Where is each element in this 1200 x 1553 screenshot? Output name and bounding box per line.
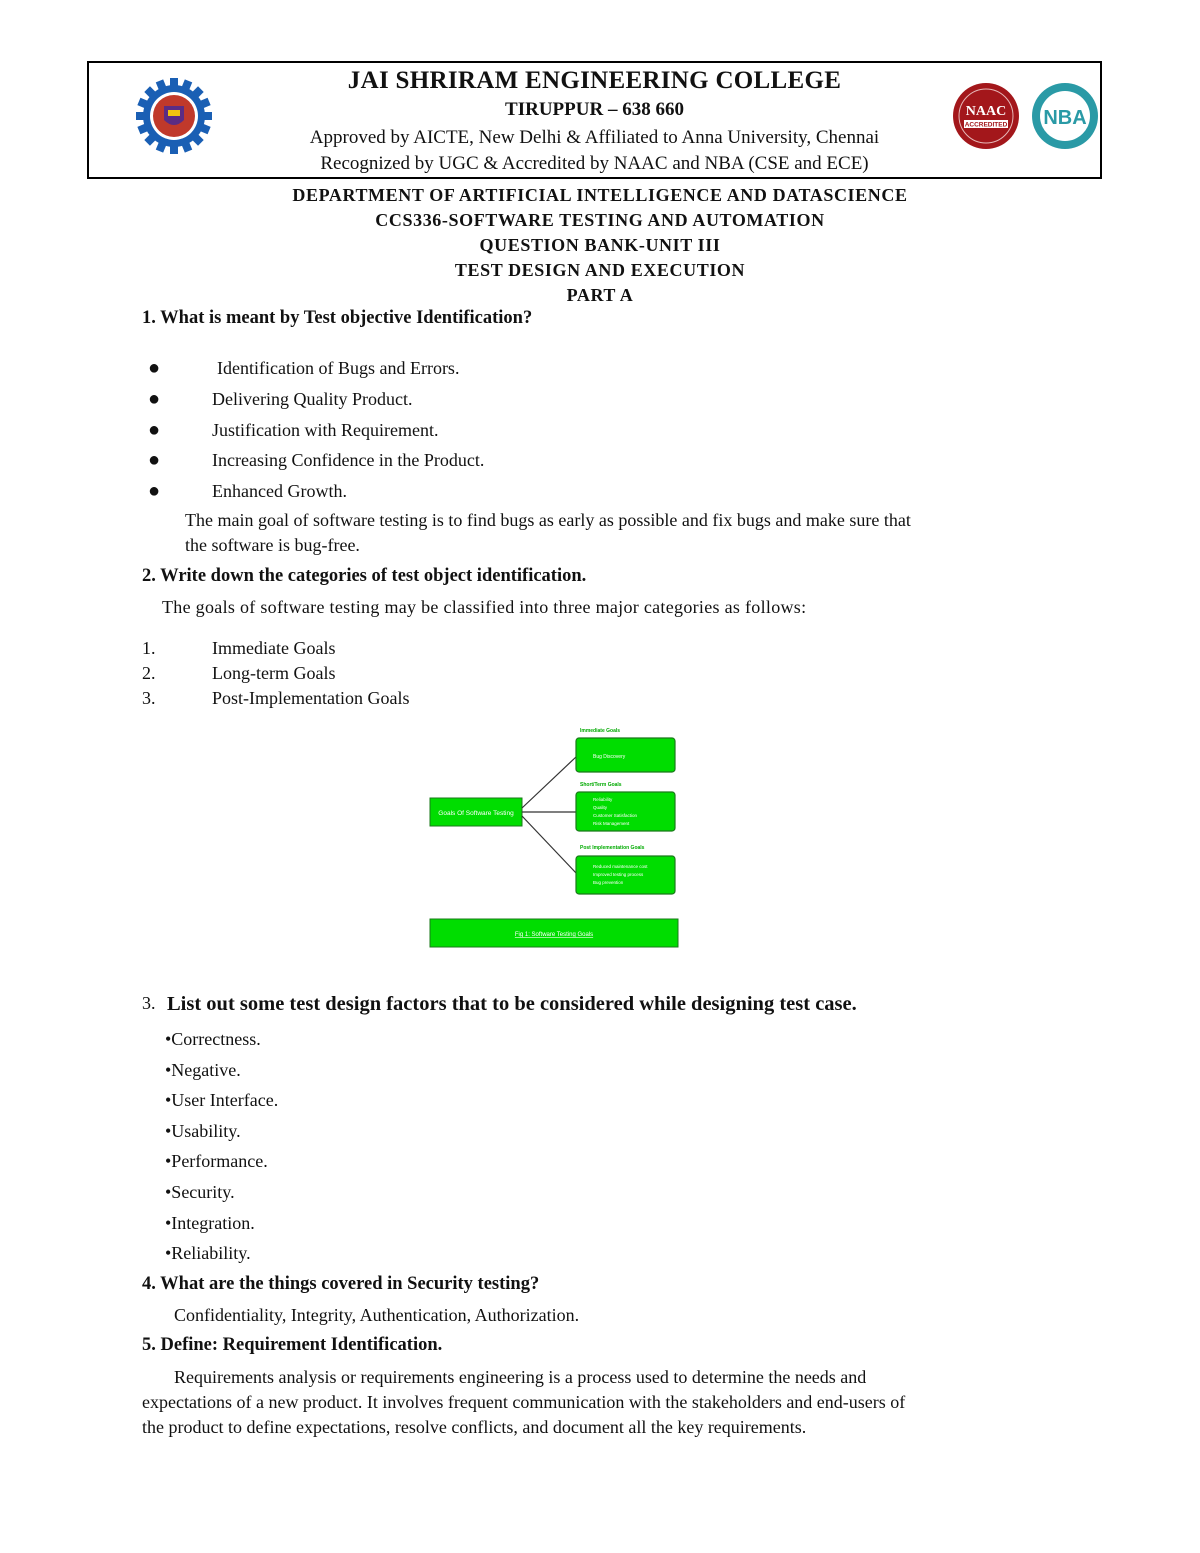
q3-factor-list <box>165 1027 278 1272</box>
question-1: 1. What is meant by Test objective Identification? <box>142 308 533 328</box>
bullet-icon: ● <box>148 387 161 410</box>
college-header <box>87 61 1102 179</box>
naac-sub-label: ACCREDITED <box>964 121 1008 129</box>
part-title: PART A <box>566 285 634 305</box>
list-item: •Reliability. <box>165 1243 251 1264</box>
bullet-icon: ● <box>148 480 161 503</box>
recognition-line: Recognized by UGC & Accredited by NAAC and NBA (CSE and ECE) <box>320 153 869 174</box>
naac-label: NAAC <box>965 104 1007 119</box>
list-item: •User Interface. <box>165 1090 279 1111</box>
connector <box>522 756 577 808</box>
q1-answer: The main goal of software testing is to find bugs as early as possible and fix bugs and make sure that the software is bug-free. <box>185 510 911 555</box>
branch-2-line: Risk Management <box>593 821 630 826</box>
question-bank-title: QUESTION BANK-UNIT III <box>479 235 721 255</box>
question-5: 5. Define: Requirement Identification. <box>142 1335 443 1355</box>
branch-2-line: Quality <box>593 805 608 810</box>
question-2: 2. Write down the categories of test object identification. <box>142 566 587 586</box>
list-item: •Usability. <box>165 1120 241 1141</box>
course-title: CCS336-SOFTWARE TESTING AND AUTOMATION <box>375 210 825 230</box>
root-node-label: Goals Of Software Testing <box>438 810 514 817</box>
branch-2-line: Customer Satisfaction <box>593 813 638 818</box>
department-title: DEPARTMENT OF ARTIFICIAL INTELLIGENCE AND DATASCIENCE <box>292 185 908 205</box>
branch-3-line: Reduced maintenance cost <box>593 864 648 869</box>
connector <box>522 816 577 874</box>
branch-1-node <box>576 738 675 772</box>
testing-goals-diagram <box>425 720 685 955</box>
document-titles <box>0 183 1200 308</box>
college-city: TIRUPPUR – 638 660 <box>505 99 684 120</box>
list-item: •Negative. <box>165 1059 241 1080</box>
branch-1-title: Immediate Goals <box>580 728 621 734</box>
nba-label: NBA <box>1043 107 1087 129</box>
branch-3-title: Post Implementation Goals <box>580 845 645 851</box>
q2-intro: The goals of software testing may be classified into three major categories as follows: <box>162 597 807 617</box>
bullet-icon: ● <box>148 418 161 441</box>
question-3: List out some test design factors that to be considered while designing test case. <box>167 993 857 1015</box>
branch-2-title: Short/Term Goals <box>580 782 622 788</box>
question-4: 4. What are the things covered in Security testing? <box>142 1274 540 1294</box>
approval-line: Approved by AICTE, New Delhi & Affiliated to Anna University, Chennai <box>309 127 880 148</box>
unit-title: TEST DESIGN AND EXECUTION <box>454 260 746 280</box>
naac-logo-icon <box>951 81 1021 151</box>
bullet-icon: ● <box>148 449 161 472</box>
nba-logo-icon <box>1030 81 1100 151</box>
q5-answer: Requirements analysis or requirements engineering is a process used to determine the needs and expectations of a new product. It involves frequent communication with the stakeholders and end-users of the product to define expectations, resolve conflicts, and document all the key requirements. <box>142 1367 906 1437</box>
list-item: •Integration. <box>165 1212 255 1233</box>
branch-2-line: Reliability <box>593 797 613 802</box>
bullet-icon: ● <box>148 357 161 379</box>
branch-3-line: Bug prevention <box>593 880 624 885</box>
college-name: JAI SHRIRAM ENGINEERING COLLEGE <box>347 67 842 94</box>
figure-caption: Fig 1: Software Testing Goals <box>514 932 594 938</box>
question-3-number: 3. <box>142 993 156 1013</box>
list-item: •Security. <box>165 1181 235 1202</box>
list-item: •Performance. <box>165 1151 268 1172</box>
q4-answer: Confidentiality, Integrity, Authentication, Authorization. <box>174 1305 580 1325</box>
branch-3-line: Improved testing process <box>593 872 644 877</box>
branch-1-text: Bug Discovery <box>593 754 626 760</box>
list-item: •Correctness. <box>165 1029 261 1049</box>
